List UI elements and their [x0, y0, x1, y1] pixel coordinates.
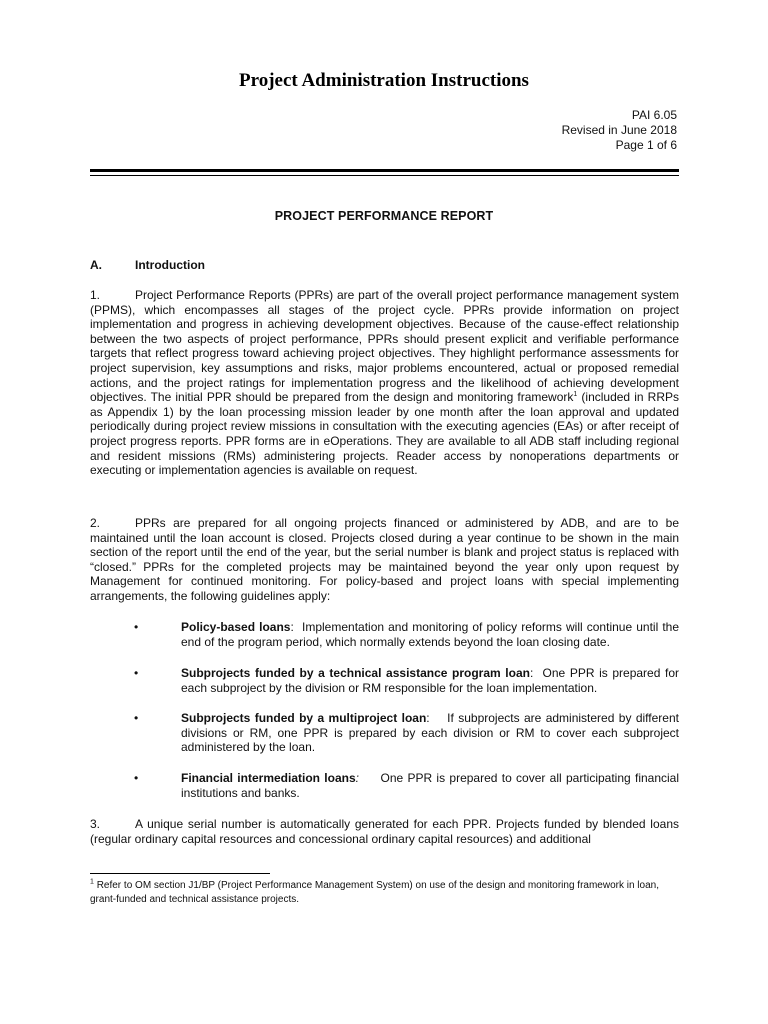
- footnote-reference[interactable]: 1: [573, 391, 578, 399]
- bullet-icon: •: [134, 711, 139, 725]
- bullet-item: [90, 620, 679, 649]
- footnote-number: 1: [90, 878, 94, 886]
- bullet-separator: :: [290, 620, 294, 634]
- footnote-text: Refer to OM section J1/BP (Project Performance Management System) on use of the design and monitoring framework in loan, grant-funded and technical assistance projects.: [90, 880, 659, 905]
- bullet-term: Policy-based loans: [181, 620, 291, 634]
- bullet-term: Financial intermediation loans: [181, 771, 356, 785]
- section-heading: [90, 258, 205, 272]
- header-divider-thin: [90, 175, 679, 176]
- document-title: Project Administration Instructions: [239, 70, 529, 91]
- section-title: Introduction: [135, 258, 205, 272]
- bullet-separator: :: [355, 771, 359, 785]
- bullet-icon: •: [134, 620, 139, 634]
- paragraph-number: 3.: [90, 817, 101, 831]
- paragraph-text: PPRs are prepared for all ongoing projects financed or administered by ADB, and are to be maintained until the loan account is closed. Projects closed during a year continue to be shown in the main section of the report until the end of the year, but the serial number is blank and project status is replaced with “closed.” PPRs for the completed projects may be maintained beyond the year only upon request by Management for continued monitoring. For policy-based and project loans with special implementing arrangements, the following guidelines apply:: [90, 516, 679, 603]
- section-number: A.: [90, 258, 102, 272]
- paragraph-3: [90, 817, 679, 846]
- bullet-text: Implementation and monitoring of policy reforms will continue until the end of the program period, which normally extends beyond the loan closing date.: [181, 620, 680, 649]
- paragraph-number: 2.: [90, 516, 101, 530]
- paragraph-text: Project Performance Reports (PPRs) are part of the overall project performance management system (PPMS), which encompasses all stages of the project cycle. PPRs provide information on project implementation and progress in achieving development objectives. Because of the cause-effect relationship between the two aspects of project performance, PPRs should present explicit and verifiable performance targets that reflect progress toward achieving project objectives. They highlight performance assessments for project supervision, key assumptions and risks, major problems encountered, actual or proposed remedial actions, and the project ratings for implementation progress and the likelihood of achieving development objectives. The initial PPR should be prepared from the design and monitoring framework: [90, 288, 679, 405]
- header-divider-thick: [90, 169, 679, 172]
- paragraph-number: 1.: [90, 288, 101, 302]
- bullet-item: [90, 771, 679, 800]
- bullet-item: [90, 666, 679, 695]
- bullet-text: If subprojects are administered by different divisions or RM, one PPR is prepared by each division or RM to cover each subproject administered by the loan.: [181, 711, 679, 755]
- paragraph-2: [90, 516, 679, 604]
- bullet-text: One PPR is prepared for each subproject by the division or RM responsible for the loan implementation.: [181, 666, 679, 695]
- paragraph-text-continued: (included in RRPs as Appendix 1) by the loan processing mission leader by one month after the loan approval and updated periodically during project review missions in consultation with the executing agencies (EAs) or after receipt of project progress reports. PPR forms are in eOperations. They are available to all ADB staff including regional and resident missions (RMs) administering projects. Reader access by nonoperations departments or executing or implementation agencies is available on request.: [90, 390, 680, 478]
- footnote-divider: [90, 873, 270, 874]
- bullet-term: Subprojects funded by a technical assistance program loan: [181, 666, 530, 680]
- bullet-icon: •: [134, 666, 139, 680]
- bullet-separator: :: [529, 666, 534, 680]
- page-indicator: Page 1 of 6: [615, 138, 677, 152]
- bullet-item: [90, 711, 679, 755]
- paragraph-text: A unique serial number is automatically generated for each PPR. Projects funded by blended loans (regular ordinary capital resources and concessional ordinary capital resources) and additional: [90, 817, 679, 846]
- bullet-icon: •: [134, 771, 139, 785]
- document-meta: [562, 108, 677, 153]
- bullet-term: Subprojects funded by a multiproject loan: [181, 711, 427, 725]
- report-title: PROJECT PERFORMANCE REPORT: [274, 209, 494, 223]
- footnote: [90, 879, 679, 907]
- revision-date: Revised in June 2018: [561, 123, 677, 137]
- pai-number: PAI 6.05: [631, 108, 677, 122]
- bullet-text: One PPR is prepared to cover all participating financial institutions and banks.: [181, 771, 680, 800]
- paragraph-1: [90, 288, 679, 478]
- bullet-separator: :: [426, 711, 430, 725]
